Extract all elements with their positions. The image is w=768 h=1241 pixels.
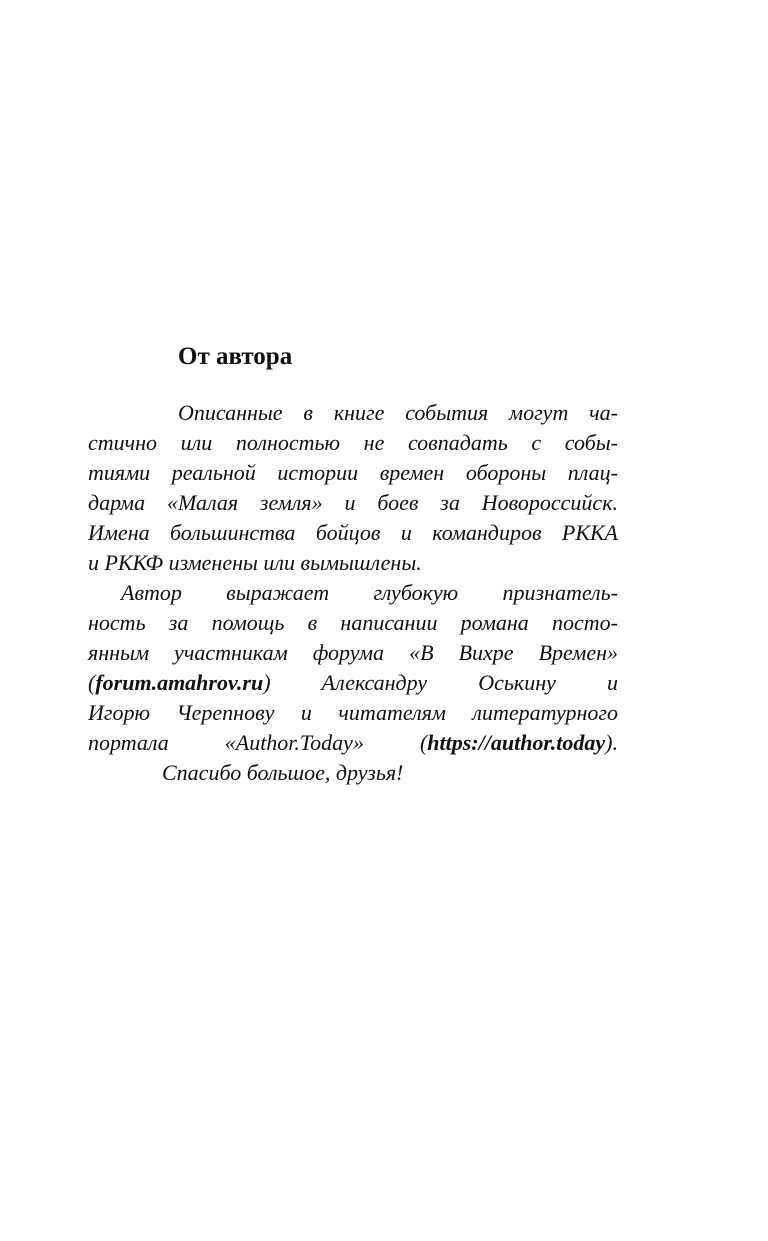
text-line: ность за помощь в написании романа посто- xyxy=(88,610,618,635)
text-line: Автор выражает глубокую признатель- xyxy=(121,580,618,605)
text-line: дарма «Малая земля» и боев за Новороссийск. xyxy=(88,490,618,515)
section-heading: От автора xyxy=(178,343,293,370)
text-line-with-link xyxy=(88,668,618,698)
text-line: Имена большинства бойцов и командиров РККА xyxy=(88,520,618,545)
text-fragment: ) Александру Оськину и xyxy=(263,670,618,695)
text-line: янным участникам форума «В Вихре Времен» xyxy=(88,640,618,665)
portal-url-text: https://author.today xyxy=(427,730,606,755)
text-line: тиями реальной истории времен обороны плац- xyxy=(88,460,618,485)
text-fragment: ( xyxy=(88,670,96,695)
text-line-with-link xyxy=(88,728,618,758)
text-fragment: ). xyxy=(605,730,618,755)
forum-url-text: forum.amahrov.ru xyxy=(95,670,264,695)
text-line: Спасибо большое, друзья! xyxy=(162,760,404,785)
text-fragment: портала «Author.Today» ( xyxy=(88,730,428,755)
text-line: и РККФ изменены или вымышлены. xyxy=(88,550,422,575)
text-line: стично или полностью не совпадать с собы- xyxy=(88,430,618,455)
text-line: Игорю Черепнову и читателям литературного xyxy=(88,700,618,725)
text-line: Описанные в книге события могут ча- xyxy=(178,400,618,425)
